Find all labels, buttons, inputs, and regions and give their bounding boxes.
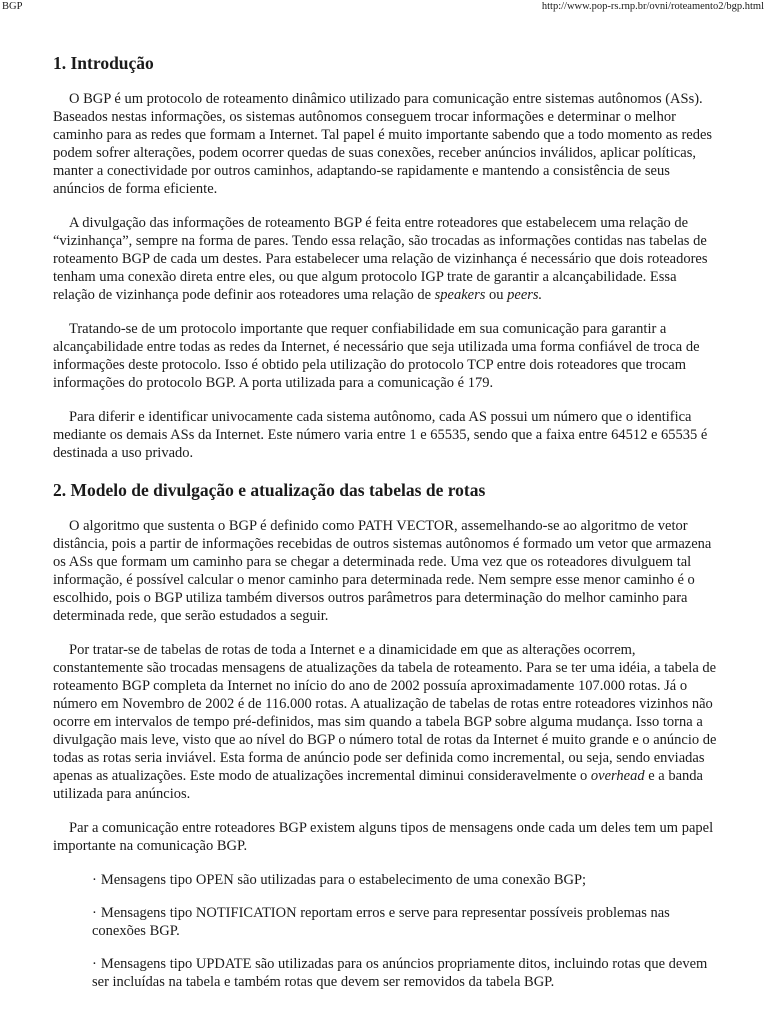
- list-item-notification: [53, 904, 717, 940]
- paragraph-text: ou: [485, 287, 508, 303]
- section-2-heading: 2. Modelo de divulgação e atualização das tabelas de rotas: [53, 480, 486, 500]
- section-1-paragraph-4: Para diferir e identificar univocamente cada sistema autônomo, cada AS possui um número que o identifica mediante os demais ASs da Internet. Este número varia entre 1 e 65535, sendo que a faixa entre 64512 e 65535 é destinada a uso privado.: [53, 409, 708, 461]
- print-header: [0, 0, 768, 14]
- paragraph-text: e a banda utilizada para anúncios.: [53, 768, 703, 802]
- section-1-paragraph-1: O BGP é um protocolo de roteamento dinâmico utilizado para comunicação entre sistemas autônomos (ASs). Baseados nestas informações, os sistemas autônomos conseguem trocar informações e determinar o melhor caminho para as redes que formam a Internet. Tal papel é muito importante sabendo que a todo momento as redes podem sofrer alterações, podem ocorrer quedas de suas conexões, receber anúncios inválidos, aplicar políticas, manter a conectividade por outros caminhos, adaptando-se rapidamente e mantendo a consistência de seus anúncios de forma eficiente.: [53, 91, 713, 197]
- list-item-text: Mensagens tipo UPDATE são utilizadas para os anúncios propriamente ditos, incluindo rotas que devem ser incluídas na tabela e também rotas que devem ser removidos da tabela BGP.: [92, 956, 708, 990]
- section-1-paragraph-2: [53, 214, 717, 304]
- section-2-paragraph-2: [53, 641, 717, 803]
- section-1-paragraph-3: Tratando-se de um protocolo importante que requer confiabilidade em sua comunicação para garantir a alcançabilidade entre todas as redes da Internet, é necessário que seja utilizada uma forma confiável de troca de informações deste protocolo. Isso é obtido pela utilização do protocolo TCP entre dois roteadores que trocam informações do protocolo BGP. A porta utilizada para a comunicação é 179.: [53, 321, 700, 391]
- bullet-mark: ·: [92, 956, 97, 972]
- document-body: [53, 52, 717, 1006]
- bullet-mark: ·: [92, 905, 97, 921]
- emphasis-speakers: speakers: [434, 287, 486, 303]
- paragraph-text: A divulgação das informações de roteamento BGP é feita entre roteadores que estabelecem uma relação de “vizinhança”, sempre na forma de pares. Tendo essa relação, são trocadas as informações contidas nas tabelas de roteamento BGP de cada um destes. Para estabelecer uma relação de vizinhança é necessário que dois roteadores tenham uma conexão direta entre eles, ou que algum protocolo IGP trate de garantir a alcançabilidade. Essa relação de vizinhança pode definir aos roteadores uma relação de: [53, 215, 708, 303]
- list-item-text: Mensagens tipo NOTIFICATION reportam erros e serve para representar possíveis problemas nas conexões BGP.: [92, 905, 670, 939]
- bullet-mark: ·: [92, 872, 97, 888]
- emphasis-overhead: overhead: [590, 768, 645, 784]
- list-item-open: [53, 871, 717, 889]
- section-2-paragraph-1: O algoritmo que sustenta o BGP é definido como PATH VECTOR, assemelhando-se ao algoritmo de vetor distância, pois a partir de informações recebidas de outros sistemas autônomos é formado um vetor que armazena os ASs que formam um caminho para se chegar a determinada rede. Uma vez que os roteadores divulguem tal informação, é possível calcular o menor caminho para determinada rede. Nem sempre esse menor caminho é o escolhido, pois o BGP utiliza também diversos outros parâmetros para determinação do melhor caminho para determinada rede, que serão estudados a seguir.: [53, 518, 712, 624]
- section-2-paragraph-3: Par a comunicação entre roteadores BGP existem alguns tipos de mensagens onde cada um deles tem um papel importante na comunicação BGP.: [53, 820, 714, 854]
- section-1-heading: 1. Introdução: [53, 53, 154, 73]
- header-title: BGP: [2, 1, 23, 12]
- header-url: http://www.pop-rs.rnp.br/ovni/roteamento2/bgp.html: [541, 1, 764, 12]
- emphasis-peers: peers.: [507, 287, 543, 303]
- list-item-text: Mensagens tipo OPEN são utilizadas para o estabelecimento de uma conexão BGP;: [100, 872, 587, 888]
- list-item-update: [53, 955, 717, 991]
- paragraph-text: Por tratar-se de tabelas de rotas de toda a Internet e a dinamicidade em que as alterações ocorrem, constantemente são trocadas mensagens de atualizações da tabela de roteamento. Para se ter uma idéia, a tabela de roteamento BGP completa da Internet no início do ano de 2002 possuía aproximadamente 107.000 rotas. Já o número em Novembro de 2002 é de 116.000 rotas. A atualização de tabelas de rotas entre roteadores vizinhos não ocorre em intervalos de tempo pré-definidos, mas sim quando a tabela BGP sobre alguma mudança. Isso torna a divulgação mais leve, visto que ao nível do BGP o número total de rotas da Internet é muito grande e o anúncio de todas as rotas seria inviável. Esta forma de anúncio pode ser definida como incremental, ou seja, sendo enviadas apenas as atualizações. Este modo de atualizações incremental diminui consideravelmente o: [53, 642, 717, 784]
